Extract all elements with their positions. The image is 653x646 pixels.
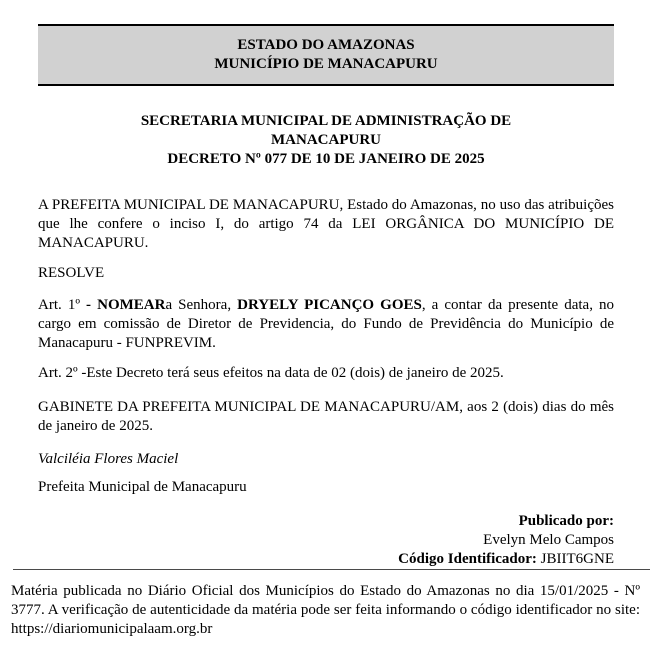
published-by-author: Evelyn Melo Campos	[483, 532, 614, 548]
publication-info	[38, 512, 614, 569]
identifier-code-line	[38, 550, 614, 569]
identifier-code-label: Código Identificador:	[398, 551, 537, 567]
article-1-number: Art. 1º	[38, 297, 87, 313]
appointee-name: DRYELY PICANÇO GOES	[237, 297, 422, 313]
article-1-mid-text: a Senhora,	[165, 297, 238, 313]
gabinete-paragraph: GABINETE DA PREFEITA MUNICIPAL DE MANACAPURU/AM, aos 2 (dois) dias do mês de janeiro de 2025.	[38, 399, 614, 434]
article-1-paragraph	[38, 296, 614, 353]
identifier-code-value: JBIIT6GNE	[540, 551, 614, 567]
title-line-secretaria: SECRETARIA MUNICIPAL DE ADMINISTRAÇÃO DE	[140, 113, 512, 129]
title-line-decreto-numero: DECRETO Nº 077 DE 10 DE JANEIRO DE 2025	[167, 151, 485, 167]
preamble-paragraph: A PREFEITA MUNICIPAL DE MANACAPURU, Estado do Amazonas, no uso das atribuições que lhe confere o inciso I, do artigo 74 da LEI ORGÂNICA DO MUNICÍPIO DE MANACAPURU.	[38, 197, 614, 251]
article-1-action: - NOMEAR	[86, 297, 166, 313]
resolve-label: RESOLVE	[38, 265, 105, 281]
published-by-label: Publicado por:	[518, 513, 614, 529]
state-name: ESTADO DO AMAZONAS	[237, 37, 415, 53]
publication-footer-note	[11, 582, 640, 639]
article-1-rest-text: , a contar da presente data, no cargo em comissão de Diretor de Previdencia, do Fundo de Previdência do Município de Manacapuru - FUNPREVIM.	[38, 297, 615, 351]
signature-name: Valciléia Flores Maciel	[38, 451, 179, 467]
footer-note-text: Matéria publicada no Diário Oficial dos Municípios do Estado do Amazonas no dia 15/01/2025 - Nº 3777. A verificação de autenticidade da matéria pode ser feita informando o código identificador no site:	[11, 583, 640, 618]
municipality-name: MUNICÍPIO DE MANACAPURU	[214, 56, 438, 72]
title-line-manacapuru: MANACAPURU	[271, 132, 381, 148]
signature-role: Prefeita Municipal de Manacapuru	[38, 479, 247, 495]
footer-divider	[13, 569, 650, 570]
article-2-paragraph: Art. 2º -Este Decreto terá seus efeitos na data de 02 (dois) de janeiro de 2025.	[38, 365, 504, 381]
decree-body	[38, 196, 614, 569]
document-header-banner	[38, 24, 614, 86]
decree-title	[38, 112, 614, 169]
diario-url: https://diariomunicipalaam.org.br	[11, 621, 213, 637]
